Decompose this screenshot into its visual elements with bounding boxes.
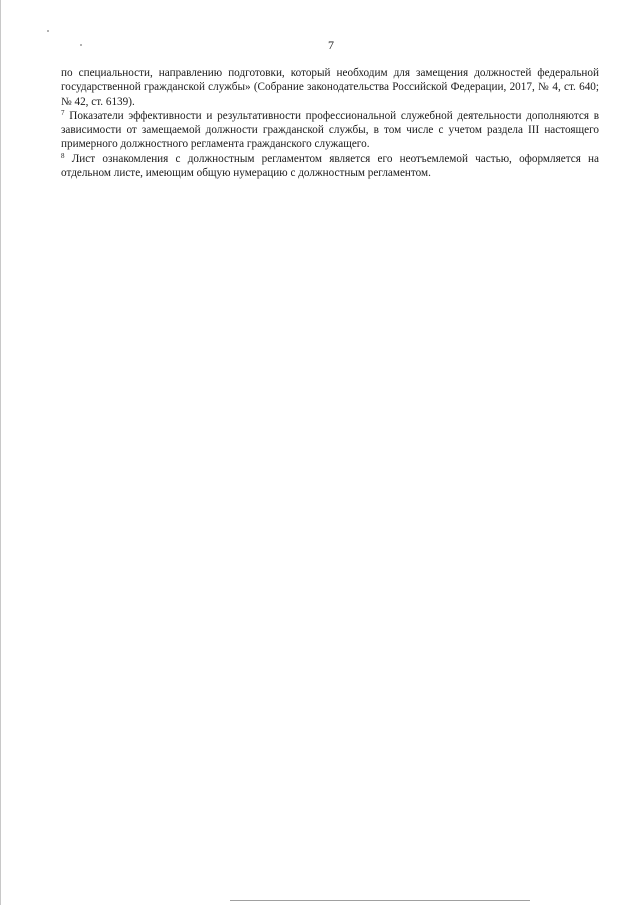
scan-speck (47, 30, 49, 32)
footnote-text: Лист ознакомления с должностным регламентом является его неотъемлемой частью, оформляется на отдельном листе, имеющим общую нумерацию с должностным регламентом. (61, 152, 599, 180)
footnote-8 (61, 152, 599, 181)
footnote-text: Показатели эффективности и результативности профессиональной служебной деятельности дополняются в зависимости от замещаемой должности гражданской службы, в том числе с учетом раздела III настоящего примерного должностного регламента гражданского служащего. (61, 109, 599, 151)
scan-edge-left (0, 0, 11, 905)
footnote-text: по специальности, направлению подготовки, который необходим для замещения должностей федеральной государственной гражданской службы» (Собрание законодательства Российской Федерации, 2017, № 4, ст. 640; № 42, ст. 6139). (61, 67, 599, 108)
page-number: 7 (328, 38, 334, 52)
footnote-marker: 8 (61, 151, 65, 160)
footnote-continuation (61, 66, 599, 109)
scan-edge-bottom (230, 900, 530, 901)
footnote-7 (61, 109, 599, 152)
footnotes-block (61, 66, 599, 180)
footnote-marker: 7 (61, 108, 65, 117)
